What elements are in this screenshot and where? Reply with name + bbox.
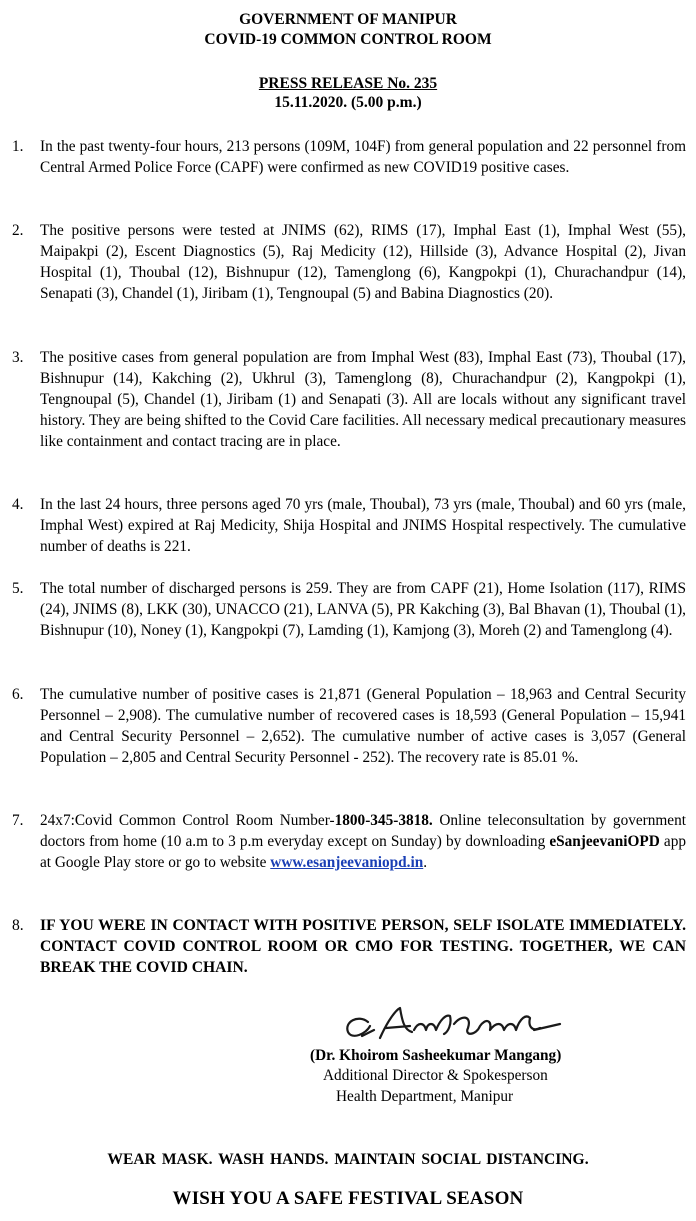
list-item-8 [12,915,686,978]
helpline-prefix: 24x7:Covid Common Control Room Number- [40,812,335,829]
footer-safety-message: WEAR MASK. WASH HANDS. MAINTAIN SOCIAL DISTANCING. [107,1151,589,1168]
list-item-7 [12,810,686,873]
header-government: GOVERNMENT OF MANIPUR [239,11,457,28]
signatory-title: Additional Director & Spokesperson [323,1067,548,1084]
header-control-room: COVID-19 COMMON CONTROL ROOM [204,31,492,48]
website-link[interactable]: www.esanjeevaniopd.in [270,854,424,871]
item-number: 6. [12,686,24,703]
item-text: In the last 24 hours, three persons aged 70 yrs (male, Thoubal), 73 yrs (male, Thoubal) and 60 yrs (male, Imphal West) expired at Raj Medicity, Shija Hospital and JNIMS Hospital respectively. The cumulative number of deaths is 221. [40,496,686,555]
list-item-3 [12,347,686,452]
list-item-1 [12,136,686,178]
item-number: 3. [12,349,24,366]
item-number: 4. [12,496,24,513]
item-text: The cumulative number of positive cases is 21,871 (General Population – 18,963 and Central Security Personnel – 2,908). The cumulative number of recovered cases is 18,593 (General Population – 15,941 and Central Security Personnel – 2,652). The cumulative number of active cases is 3,057 (General Population – 2,805 and Central Security Personnel - 252). The recovery rate is 85.01 %. [40,686,686,766]
list-item-4 [12,494,686,557]
teleconsult-text: Online teleconsultation by government doctors from home (10 a.m to 3 p.m everyday except on Sunday) by downloading [40,812,686,850]
item-text: IF YOU WERE IN CONTACT WITH POSITIVE PERSON, SELF ISOLATE IMMEDIATELY. CONTACT COVID CONTROL ROOM OR CMO FOR TESTING. TOGETHER, WE CAN BREAK THE COVID CHAIN. [40,917,686,976]
list-item-5 [12,578,686,641]
press-release-number: PRESS RELEASE No. 235 [258,75,438,92]
signatory-name: (Dr. Khoirom Sasheekumar Mangang) [310,1047,562,1064]
item-text: The positive cases from general population are from Imphal West (83), Imphal East (73), Thoubal (17), Bishnupur (14), Kakching (2), Ukhrul (3), Tamenglong (8), Churachandpur (2), Kangpokpi (1), Tengnoupal (5), Chandel (1), Jiribam (1) and Senapati (3). All are locals without any significant travel history. They are being shifted to the Covid Care facilities. All necessary medical precautionary measures like containment and contact tracing are in place. [40,349,686,450]
item-number: 8. [12,917,24,934]
store-text: app at Google Play store or go to website [40,833,686,871]
signatory-department: Health Department, Manipur [336,1088,514,1105]
link-period: . [423,854,428,871]
footer-festival-wish: WISH YOU A SAFE FESTIVAL SEASON [172,1188,524,1209]
app-name: eSanjeevaniOPD [549,833,660,850]
list-item-2 [12,220,686,304]
helpline-number: 1800-345-3818. [334,812,433,829]
signature-image [340,1000,570,1046]
item-text [40,810,686,873]
item-text: The positive persons were tested at JNIMS (62), RIMS (17), Imphal East (1), Imphal West (55), Maipakpi (2), Escent Diagnostics (5), Raj Medicity (12), Hillside (3), Advance Hospital (2), Jivan Hospital (1), Thoubal (12), Bishnupur (12), Tamenglong (6), Kangpokpi (1), Churachandpur (14), Senapati (3), Chandel (1), Jiribam (1), Tengnoupal (5) and Babina Diagnostics (20). [40,222,686,302]
item-number: 7. [12,812,24,829]
item-number: 5. [12,580,24,597]
list-item-6 [12,684,686,768]
item-number: 2. [12,222,24,239]
press-release-date: 15.11.2020. (5.00 p.m.) [274,94,422,111]
item-text: The total number of discharged persons is 259. They are from CAPF (21), Home Isolation (117), RIMS (24), JNIMS (8), LKK (30), UNACCO (21), LANVA (5), PR Kakching (3), Bal Bhavan (1), Thoubal (1), Bishnupur (10), Noney (1), Kangpokpi (7), Lamding (1), Kamjong (3), Moreh (2) and Tamenglong (4). [40,580,686,639]
item-number: 1. [12,138,24,155]
item-text: In the past twenty-four hours, 213 persons (109M, 104F) from general population and 22 personnel from Central Armed Police Force (CAPF) were confirmed as new COVID19 positive cases. [40,138,686,176]
